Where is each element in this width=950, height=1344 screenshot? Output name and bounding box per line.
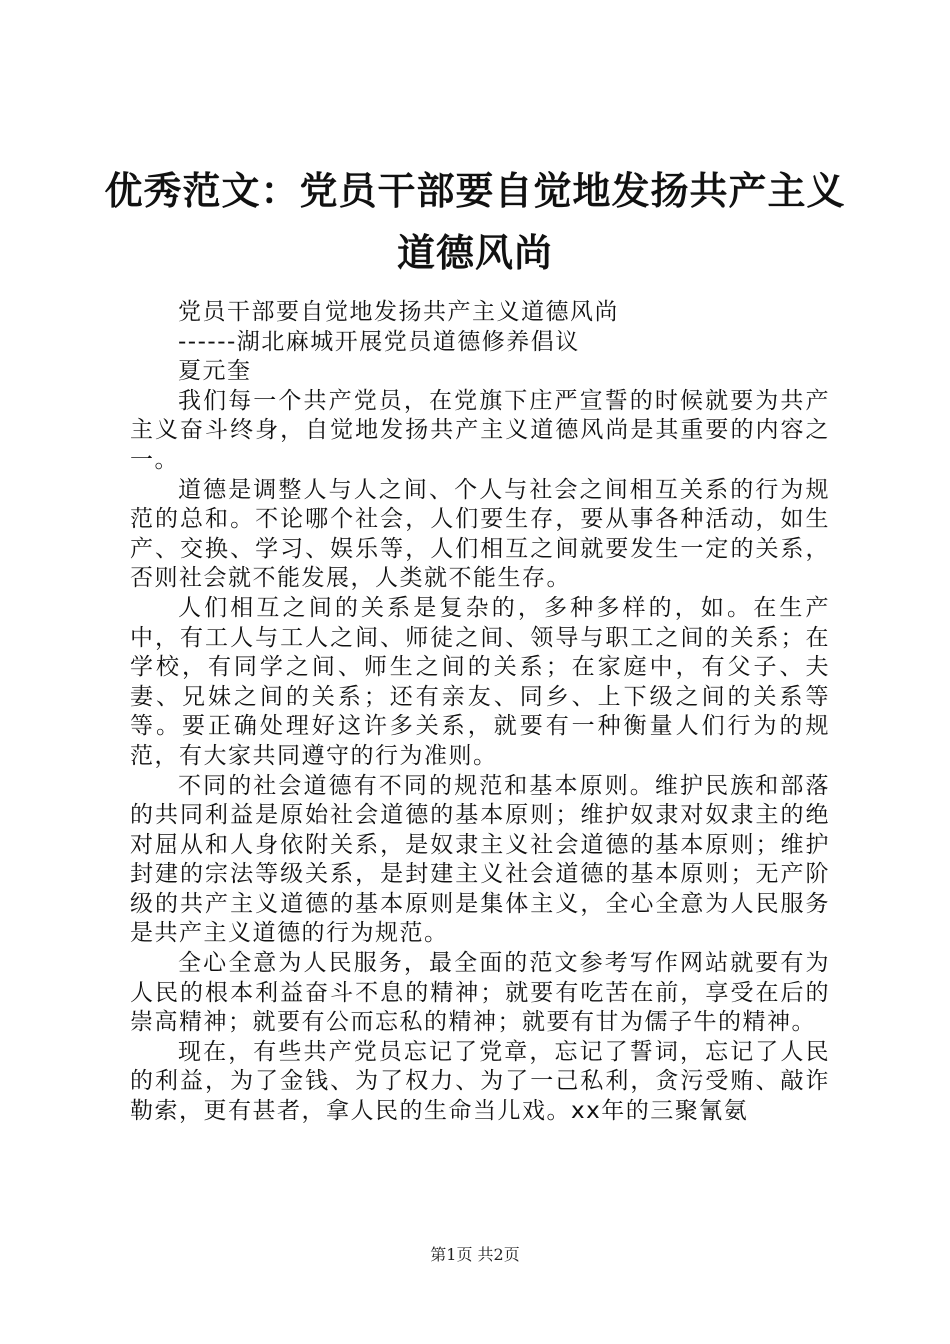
paragraph: 人们相互之间的关系是复杂的，多种多样的，如。在生产中，有工人与工人之间、师徒之间、领导与职工之间的关系；在学校，有同学之间、师生之间的关系；在家庭中，有父子、夫妻、兄妹之间的关系；还有亲友、同乡、上下级之间的关系等等。要正确处理好这许多关系，就要有一种衡量人们行为的规范，有大家共同遵守的行为准则。 — [130, 594, 830, 769]
document-source: ------湖北麻城开展党员道德修养倡议 — [178, 328, 580, 355]
document-author: 夏元奎 — [178, 358, 252, 385]
paragraph: 不同的社会道德有不同的规范和基本原则。维护民族和部落的共同利益是原始社会道德的基本原则；维护奴隶对奴隶主的绝对屈从和人身依附关系，是奴隶主义社会道德的基本原则；维护封建的宗法等级关系，是封建主义社会道德的基本原则；无产阶级的共产主义道德的基本原则是集体主义，全心全意为人民服务是共产主义道德的行为规范。 — [130, 772, 830, 947]
paragraph: 我们每一个共产党员，在党旗下庄严宣誓的时候就要为共产主义奋斗终身，自觉地发扬共产主义道德风尚是其重要的内容之一。 — [130, 387, 830, 473]
paragraph: 道德是调整人与人之间、个人与社会之间相互关系的行为规范的总和。不论哪个社会，人们要生存，要从事各种活动，如生产、交换、学习、娱乐等，人们相互之间就要发生一定的关系，否则社会就不能发展，人类就不能生存。 — [130, 476, 830, 592]
page-indicator: 第1页 共2页 — [430, 1245, 520, 1264]
document-title: 优秀范文：党员干部要自觉地发扬共产主义道德风尚 — [104, 168, 846, 275]
document-body — [130, 298, 830, 1127]
paragraph: 全心全意为人民服务，最全面的范文参考写作网站就要有为人民的根本利益奋斗不息的精神；就要有吃苦在前，享受在后的崇高精神；就要有公而忘私的精神；就要有甘为儒子牛的精神。 — [130, 950, 830, 1036]
paragraph: 现在，有些共产党员忘记了党章，忘记了誓词，忘记了人民的利益，为了金钱、为了权力、为了一己私利，贪污受贿、敲诈勒索，更有甚者，拿人民的生命当儿戏。xx年的三聚氰氨 — [130, 1038, 830, 1125]
document-subtitle: 党员干部要自觉地发扬共产主义道德风尚 — [178, 299, 619, 325]
